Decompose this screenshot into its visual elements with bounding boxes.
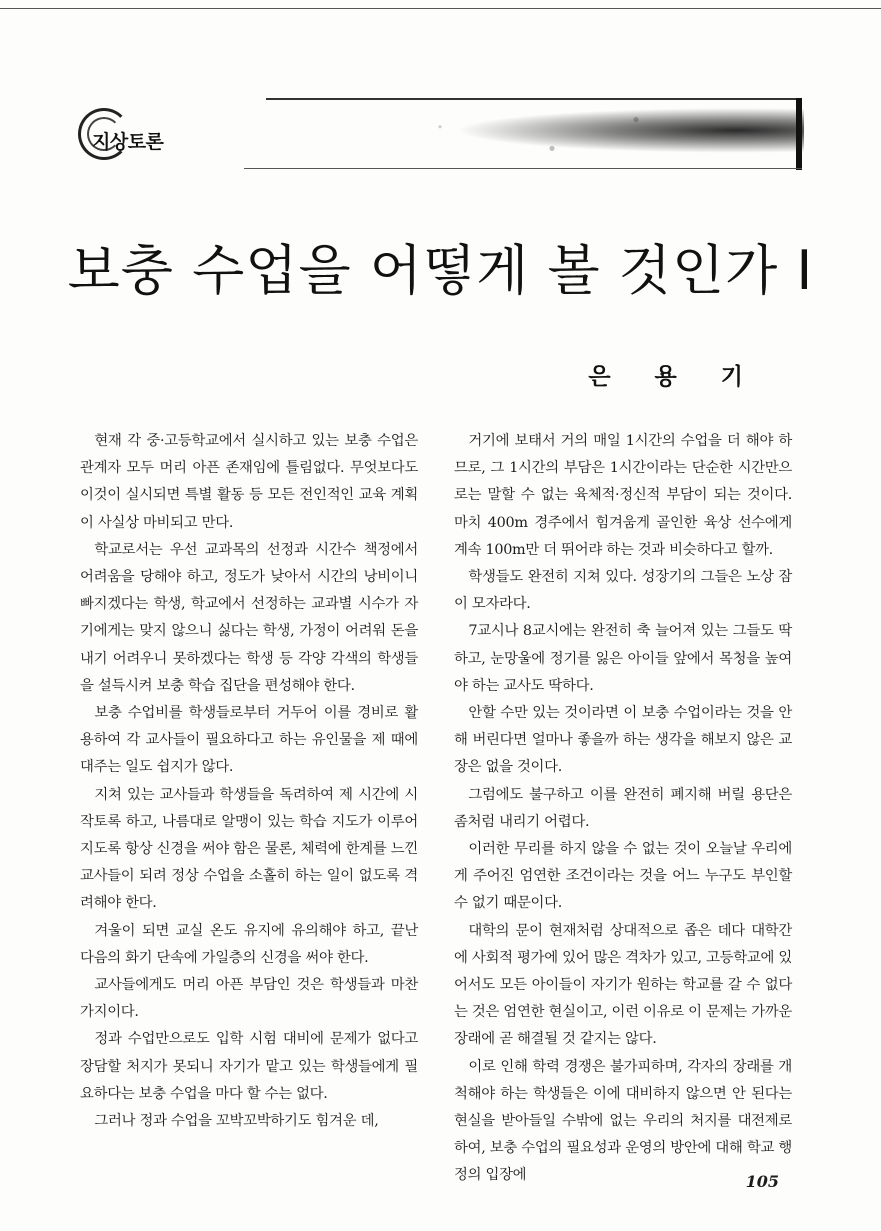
paragraph: 안할 수만 있는 것이라면 이 보충 수업이라는 것을 안해 버린다면 얼마나 좋을까 하는 생각을 해보지 않은 교장은 없을 것이다.	[454, 705, 792, 776]
paragraph: 보충 수업비를 학생들로부터 거두어 이를 경비로 활용하여 각 교사들이 필요하다고 하는 유인물을 제 때에 대주는 일도 쉽지가 않다.	[80, 705, 418, 776]
paragraph: 교사들에게도 머리 아픈 부담인 것은 학생들과 마찬가지이다.	[80, 977, 418, 1021]
paragraph: 그러나 정과 수업을 꼬박꼬박하기도 힘겨운 데,	[94, 1113, 379, 1130]
paragraph: 7교시나 8교시에는 완전히 축 늘어져 있는 그들도 딱하고, 눈망울에 정기를 잃은 아이들 앞에서 목청을 높여야 하는 교사도 딱하다.	[454, 623, 792, 694]
header-band-right-bar	[796, 98, 802, 170]
paragraph: 지쳐 있는 교사들과 학생들을 독려하여 제 시간에 시작토록 하고, 나름대로 알맹이 있는 학습 지도가 이루어지도록 항상 신경을 써야 함은 물론, 체력에 한계를 느낀 교사들이 되려 정상 수업을 소홀히 하는 일이 없도록 격려해야 한다.	[80, 786, 418, 912]
paragraph: 그럼에도 불구하고 이를 완전히 폐지해 버릴 용단은 좀처럼 내리기 어렵다.	[454, 786, 792, 830]
header-band-top-rule	[266, 98, 802, 100]
article-title: 보충 수업을 어떻게 볼 것인가 I	[67, 239, 814, 302]
series-label: 지상토론	[92, 130, 164, 153]
left-column	[80, 428, 418, 1135]
article-author: 은 용 기	[588, 364, 761, 390]
paragraph: 학생들도 완전히 지쳐 있다. 성장기의 그들은 노상 잠이 모자라다.	[454, 569, 792, 613]
paragraph: 대학의 문이 현재처럼 상대적으로 좁은 데다 대학간에 사회적 평가에 있어 많은 격차가 있고, 고등학교에 있어서도 모든 아이들이 자기가 원하는 학교를 갈 수 없다는 것은 엄연한 현실이고, 이런 이유로 이 문제는 가까운 장래에 곧 해결될 것 같지는 않다.	[454, 922, 792, 1048]
paragraph: 학교로서는 우선 교과목의 선정과 시간수 책정에서 어려움을 당해야 하고, 정도가 낮아서 시간의 낭비이니 빠지겠다는 학생, 학교에서 선정하는 교과별 시수가 자기에게는 맞지 않으니 싫다는 학생, 가정이 어려워 돈을 내기 어려우니 못하겠다는 학생 등 각양 각색의 학생들을 설득시켜 보충 학습 집단을 편성해야 한다.	[80, 541, 418, 694]
header-band-bottom-rule	[244, 168, 802, 169]
right-column	[454, 428, 792, 1190]
paragraph: 겨울이 되면 교실 온도 유지에 유의해야 하고, 끝난 다음의 화기 단속에 가일층의 신경을 써야 한다.	[80, 922, 418, 966]
top-rule	[0, 8, 881, 9]
paragraph: 이러한 무리를 하지 않을 수 없는 것이 오늘날 우리에게 주어진 엄연한 조건이라는 것을 어느 누구도 부인할 수 없기 때문이다.	[454, 841, 792, 912]
paragraph: 현재 각 중·고등학교에서 실시하고 있는 보충 수업은 관계자 모두 머리 아픈 존재임에 틀림없다. 무엇보다도 이것이 실시되면 특별 활동 등 모든 전인적인 교육 계획이 사실상 마비되고 만다.	[80, 433, 418, 531]
series-emblem	[78, 108, 190, 168]
paragraph: 정과 수업만으로도 입학 시험 대비에 문제가 없다고 장담할 처지가 못되니 자기가 맡고 있는 학생들에게 필요하다는 보충 수업을 마다 할 수는 없다.	[80, 1031, 418, 1102]
paragraph: 거기에 보태서 거의 매일 1시간의 수업을 더 해야 하므로, 그 1시간의 부담은 1시간이라는 단순한 시간만으로는 말할 수 없는 육체적·정신적 부담이 되는 것이다. 마치 400m 경주에서 힘겨움게 골인한 육상 선수에게 계속 100m만 더 뛰어랴 하는 것과 비슷하다고 할까.	[454, 433, 792, 558]
page-number: 105	[745, 1172, 779, 1191]
header-decoration-band	[244, 98, 804, 170]
paragraph: 이로 인해 학력 경쟁은 불가피하며, 각자의 장래를 개척해야 하는 학생들은 이에 대비하지 않으면 안 된다는 현실을 받아들일 수밖에 없는 우리의 처지를 대전제로 하여, 보충 수업의 필요성과 운영의 방안에 대해 학교 행정의 입장에	[454, 1058, 792, 1184]
